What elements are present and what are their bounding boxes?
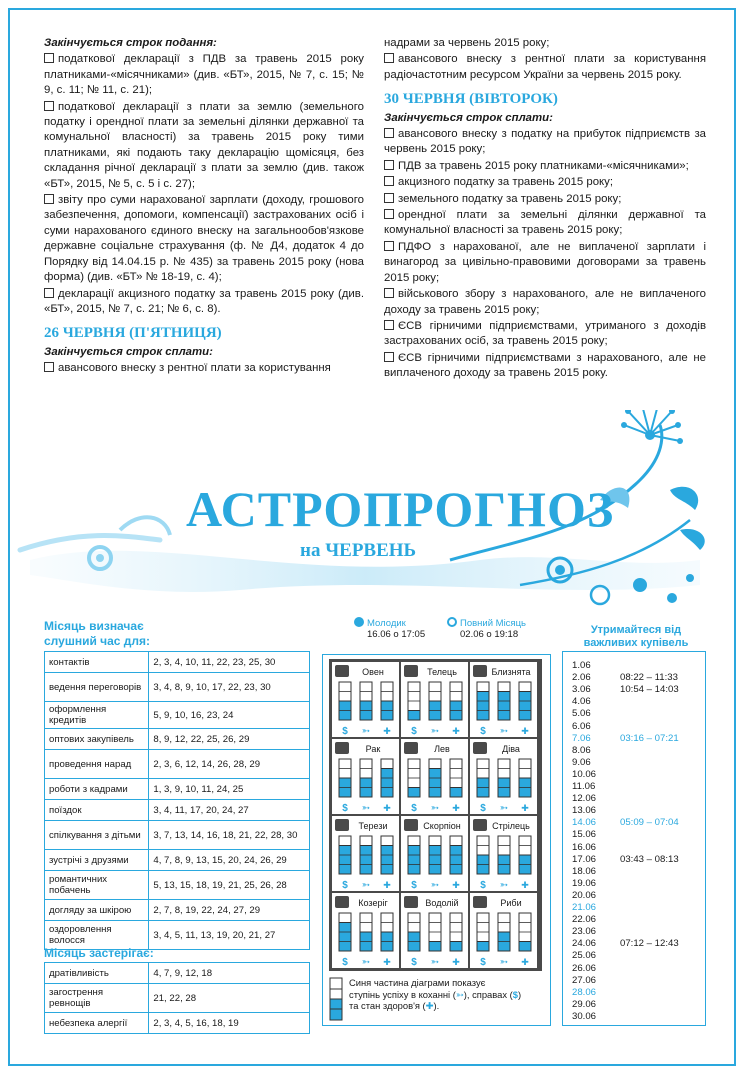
table-row [45, 1013, 310, 1034]
purchase-row [572, 1011, 620, 1023]
bar-business [429, 769, 441, 798]
full-moon-icon [447, 617, 457, 627]
purchase-date: 3.06 [572, 684, 591, 696]
zodiac-sign-cell [470, 816, 537, 891]
purchase-row [572, 914, 620, 926]
money-icon: $ [342, 880, 348, 891]
table-row [45, 779, 310, 800]
purchase-row [572, 963, 620, 975]
purchase-time: 03:43 – 08:13 [620, 853, 679, 865]
zodiac-name: Близнята [491, 667, 531, 677]
zodiac-sign-cell [470, 662, 537, 737]
favorable-title: Місяць визначає слушний час для: [44, 619, 151, 648]
table-row [45, 702, 310, 729]
purchase-date: 21.06 [572, 902, 597, 913]
row-label: ведення переговорів [45, 673, 149, 702]
left-column [44, 36, 364, 378]
bar-love [339, 923, 351, 952]
love-icon: ➳ [499, 726, 509, 737]
zodiac-sign-cell [470, 739, 537, 814]
purchase-date: 4.06 [572, 696, 591, 708]
zodiac-symbol-icon [335, 665, 349, 677]
zodiac-symbol-icon [473, 819, 487, 831]
zodiac-sign-cell [401, 662, 468, 737]
purchase-row [572, 733, 679, 745]
astro-subtitle: на ЧЕРВЕНЬ [300, 540, 417, 561]
love-icon: ➳ [430, 880, 440, 891]
zodiac-symbol-icon [404, 742, 418, 754]
bar-love [477, 692, 489, 721]
bar-love [408, 846, 420, 875]
money-icon: $ [480, 726, 486, 737]
health-icon: ✚ [383, 803, 391, 813]
purchase-date: 26.06 [572, 962, 597, 974]
deadline-lead: Закінчується строк сплати: [384, 111, 553, 124]
love-icon: ➳ [499, 880, 509, 891]
love-icon: ➳ [361, 726, 371, 737]
bar-health [519, 692, 531, 721]
health-icon: ✚ [452, 957, 460, 967]
health-icon: ✚ [452, 726, 460, 736]
zodiac-name: Терези [358, 821, 388, 831]
list-item: ЄСВ гірничими підприємствами, утриманого з доходів застрахованих осіб, за травень 2015 року; [384, 319, 706, 348]
zodiac-name: Діва [502, 744, 520, 754]
row-label: поїздок [45, 800, 149, 821]
zodiac-symbol-icon [404, 896, 418, 908]
zodiac-symbol-icon [335, 896, 349, 908]
love-icon: ➳ [430, 957, 440, 968]
row-days: 2, 3, 4, 10, 11, 22, 23, 25, 30 [149, 652, 310, 673]
date-heading: 26 ЧЕРВНЯ (П'ЯТНИЦЯ) [44, 325, 222, 342]
purchase-date: 30.06 [572, 1010, 597, 1022]
zodiac-symbol-icon [404, 819, 418, 831]
zodiac-sign-cell [332, 739, 399, 814]
purchase-time: 05:09 – 07:04 [620, 817, 679, 829]
new-moon-info: Молодик 16.06 о 17:05 [354, 617, 425, 640]
purchase-date: 25.06 [572, 950, 597, 962]
purchase-date: 16.06 [572, 841, 597, 853]
zodiac-name: Овен [362, 667, 384, 677]
love-icon: ➳ [455, 988, 464, 1000]
purchase-row [572, 987, 620, 999]
purchase-date: 9.06 [572, 756, 591, 768]
checkbox[interactable] [44, 194, 54, 204]
row-label: оформлення кредитів [45, 702, 149, 729]
purchase-date: 23.06 [572, 926, 597, 938]
zodiac-svg [331, 661, 540, 969]
bar-health [381, 846, 393, 875]
purchase-row [572, 721, 620, 733]
bar-business [360, 846, 372, 875]
zodiac-sign-cell [332, 893, 399, 968]
purchase-date: 18.06 [572, 865, 597, 877]
list-item: ПДВ за травень 2015 року платниками-«місячниками»; [384, 159, 706, 174]
purchase-time: 07:12 – 12:43 [620, 938, 679, 950]
legend-bar-icon [329, 977, 343, 1021]
table-row [45, 750, 310, 779]
row-days: 4, 7, 8, 9, 13, 15, 20, 24, 26, 29 [149, 850, 310, 871]
table-row [45, 800, 310, 821]
table-row [45, 963, 310, 984]
health-icon: ✚ [521, 880, 529, 890]
row-label: проведення нарад [45, 750, 149, 779]
purchase-row [572, 769, 620, 781]
health-icon: ✚ [452, 880, 460, 890]
list-item: ЄСВ гірничими підприємствами з нарахованого, але не виплаченого доходу за травень 2015 року. [384, 351, 706, 380]
purchase-row [572, 975, 620, 987]
row-label: загострення ревнощів [45, 984, 149, 1013]
purchases-title: Утримайтеся від важливих купівель [583, 624, 689, 649]
purchase-row [572, 878, 620, 890]
purchase-row [572, 684, 679, 696]
money-icon: $ [342, 957, 348, 968]
date-heading: 30 ЧЕРВНЯ (ВІВТОРОК) [384, 91, 558, 108]
purchase-row [572, 708, 620, 720]
purchase-date: 17.06 [572, 853, 597, 865]
bar-love [339, 846, 351, 875]
list-item: податкової декларації з ПДВ за травень 2015 року платниками-«місячниками» (див. «БТ», 2015, № 7, с. 15; № 9, с. 11; № 11, с. 21); [44, 53, 364, 97]
row-days: 3, 4, 11, 17, 20, 24, 27 [149, 800, 310, 821]
row-days: 3, 7, 13, 14, 16, 18, 21, 22, 28, 30 [149, 821, 310, 850]
list-item: ПДФО з нарахованої, але не виплаченої зарплати і винагород за цивільно-правовими договорами за травень 2015 року; [384, 240, 706, 284]
warning-table [44, 962, 310, 1034]
checkbox[interactable] [384, 320, 394, 330]
bar-business [498, 692, 510, 721]
zodiac-symbol-icon [404, 665, 418, 677]
purchase-time: 03:16 – 07:21 [620, 732, 679, 744]
checkbox[interactable] [44, 288, 54, 298]
checkbox[interactable] [384, 128, 394, 138]
table-row [45, 984, 310, 1013]
purchase-date: 19.06 [572, 877, 597, 889]
purchase-row [572, 938, 679, 950]
health-icon: ✚ [425, 1000, 434, 1011]
purchase-date: 22.06 [572, 914, 597, 926]
money-icon: $ [411, 803, 417, 814]
purchase-row [572, 854, 679, 866]
list-item: авансового внеску з рентної плати за користування [44, 361, 364, 376]
list-item: військового збору з нарахованого, але не виплаченого доходу за травень 2015 року; [384, 288, 706, 316]
money-icon: $ [411, 726, 417, 737]
purchase-date: 29.06 [572, 998, 597, 1010]
row-days: 3, 4, 8, 9, 10, 17, 22, 23, 30 [149, 673, 310, 702]
row-label: догляду за шкірою [45, 900, 149, 921]
love-icon: ➳ [361, 957, 371, 968]
zodiac-sign-cell [332, 816, 399, 891]
health-icon: ✚ [383, 726, 391, 736]
table-row [45, 900, 310, 921]
zodiac-symbol-icon [335, 742, 349, 754]
health-icon: ✚ [521, 726, 529, 736]
row-label: зустрічі з друзями [45, 850, 149, 871]
zodiac-symbol-icon [473, 896, 487, 908]
checkbox[interactable] [384, 160, 394, 170]
zodiac-sign-cell [332, 662, 399, 737]
checkbox[interactable] [384, 193, 394, 203]
astro-title: АСТРОПРОГНОЗ [186, 481, 615, 537]
zodiac-chart [322, 654, 551, 1026]
row-days: 8, 9, 12, 22, 25, 26, 29 [149, 729, 310, 750]
purchase-row [572, 660, 620, 672]
table-row [45, 652, 310, 673]
love-icon: ➳ [361, 803, 371, 814]
row-days: 21, 22, 28 [149, 984, 310, 1013]
love-icon: ➳ [499, 803, 509, 814]
table-row [45, 850, 310, 871]
row-label: романтичних побачень [45, 871, 149, 900]
table-row [45, 673, 310, 702]
bar-business [429, 942, 441, 952]
list-item: земельного податку за травень 2015 року; [384, 192, 706, 207]
purchase-time: 08:22 – 11:33 [620, 672, 678, 684]
purchase-date: 27.06 [572, 974, 597, 986]
zodiac-legend: Синя частина діаграми показує ступінь успіху в коханні (➳), справах ($) та стан здоров'я (✚). [329, 977, 545, 1012]
purchase-row [572, 757, 620, 769]
checkbox[interactable] [384, 352, 394, 362]
checkbox[interactable] [384, 288, 394, 298]
health-icon: ✚ [383, 880, 391, 890]
purchase-date: 11.06 [572, 781, 596, 792]
purchase-row [572, 745, 620, 757]
bar-health [381, 769, 393, 798]
list-item: звіту про суми нарахованої зарплати (доходу, грошового забезпечення, допомоги, компенсації) застрахованих осіб і суми нарахованого єдиного внеску на загальнообов'язкове державне соціальне страхування (ф. № Д4, додаток 4 до Порядку від 14.04.15 р. № 435) за травень 2015 року (нова форма) (див. «БТ» № 18-19, с. 4); [44, 194, 364, 284]
row-label: контактів [45, 652, 149, 673]
deadline-lead: Закінчується строк сплати: [44, 345, 213, 358]
health-icon: ✚ [521, 957, 529, 967]
money-icon: $ [411, 957, 417, 968]
purchases-list [562, 651, 706, 1026]
checkbox[interactable] [44, 53, 54, 63]
purchase-row [572, 829, 620, 841]
purchase-date: 12.06 [572, 793, 597, 805]
purchase-date: 28.06 [572, 986, 597, 998]
list-item: податкової декларації з плати за землю (земельного податку і орендної плати за земельні ділянки державної та комунальної власності) за травень 2015 року тими платниками, які подають таку декларацію щомісяця, без складання річної декларації з плати за землю (див. також «БТ», 2015, № 5, с. 5 і с. 27); [44, 100, 364, 190]
zodiac-sign-cell [401, 893, 468, 968]
health-icon: ✚ [452, 803, 460, 813]
deadline-lead: Закінчується строк подання: [44, 37, 217, 49]
purchase-date: 13.06 [572, 805, 597, 817]
purchase-date: 24.06 [572, 938, 597, 950]
bar-health [450, 788, 462, 798]
row-days: 5, 9, 10, 16, 23, 24 [149, 702, 310, 729]
row-label: небезпека алергії [45, 1013, 149, 1034]
purchase-row [572, 842, 620, 854]
purchase-row [572, 781, 620, 793]
new-moon-icon [354, 617, 364, 627]
purchase-date: 15.06 [572, 829, 597, 841]
purchase-date: 20.06 [572, 889, 597, 901]
zodiac-sign-cell [401, 816, 468, 891]
right-column [384, 36, 706, 383]
zodiac-name: Стрілець [492, 821, 530, 831]
purchase-row [572, 890, 620, 902]
row-label: оптових закупівель [45, 729, 149, 750]
zodiac-name: Скорпіон [423, 821, 461, 831]
row-days: 2, 3, 6, 12, 14, 26, 28, 29 [149, 750, 310, 779]
zodiac-name: Рак [365, 744, 381, 754]
zodiac-sign-cell [470, 893, 537, 968]
warning-title: Місяць застерігає: [44, 946, 154, 960]
bar-love [408, 788, 420, 798]
purchase-date: 2.06 [572, 672, 591, 684]
list-item: орендної плати за земельні ділянки державної та комунальної власності за травень 2015 року; [384, 209, 706, 237]
purchase-date: 6.06 [572, 720, 591, 732]
love-icon: ➳ [430, 726, 440, 737]
checkbox[interactable] [44, 362, 54, 372]
money-icon: $ [480, 957, 486, 968]
health-icon: ✚ [521, 803, 529, 813]
full-moon-info: Повний Місяць 02.06 о 19:18 [447, 617, 526, 640]
purchase-row [572, 696, 620, 708]
bar-love [408, 711, 420, 721]
purchase-time: 10:54 – 14:03 [620, 684, 679, 696]
purchase-row [572, 926, 620, 938]
love-icon: ➳ [430, 803, 440, 814]
purchase-date: 7.06 [572, 732, 591, 744]
zodiac-grid [329, 659, 542, 971]
money-icon: $ [342, 803, 348, 814]
table-row [45, 729, 310, 750]
purchase-date: 5.06 [572, 708, 591, 720]
money-icon: $ [512, 988, 518, 1000]
row-label: дратівливість [45, 963, 149, 984]
love-icon: ➳ [499, 957, 509, 968]
zodiac-name: Телець [427, 667, 457, 677]
love-icon: ➳ [361, 880, 371, 891]
zodiac-symbol-icon [473, 742, 487, 754]
row-days: 2, 7, 8, 19, 22, 24, 27, 29 [149, 900, 310, 921]
row-days: 4, 7, 9, 12, 18 [149, 963, 310, 984]
continued-text: надрами за червень 2015 року; [384, 37, 550, 49]
purchase-row [572, 817, 679, 829]
row-label: спілкування з дітьми [45, 821, 149, 850]
purchase-row [572, 805, 620, 817]
list-item: акцизного податку за травень 2015 року; [384, 175, 706, 190]
purchase-date: 14.06 [572, 817, 597, 829]
list-item: авансового внеску з рентної плати за користування радіочастотним ресурсом України за червень 2015 року. [384, 53, 706, 81]
zodiac-name: Водолій [425, 898, 459, 908]
purchase-row [572, 672, 678, 684]
zodiac-name: Козеріг [358, 898, 388, 908]
checkbox[interactable] [384, 53, 394, 63]
bar-health [450, 846, 462, 875]
purchase-date: 1.06 [572, 660, 591, 671]
bar-health [519, 942, 531, 952]
row-days: 1, 3, 9, 10, 11, 24, 25 [149, 779, 310, 800]
purchase-row [572, 999, 620, 1011]
money-icon: $ [411, 880, 417, 891]
bar-love [477, 942, 489, 952]
checkbox[interactable] [384, 176, 394, 186]
purchase-date: 10.06 [572, 768, 597, 780]
zodiac-name: Риби [500, 898, 522, 908]
money-icon: $ [342, 726, 348, 737]
list-item: авансового внеску з податку на прибуток підприємств за червень 2015 року; [384, 128, 706, 156]
money-icon: $ [480, 880, 486, 891]
row-days: 5, 13, 15, 18, 19, 21, 25, 26, 28 [149, 871, 310, 900]
purchase-row [572, 950, 620, 962]
favorable-table [44, 651, 310, 950]
zodiac-name: Лев [434, 744, 450, 754]
purchase-row [572, 866, 620, 878]
zodiac-symbol-icon [473, 665, 487, 677]
purchase-row [572, 793, 620, 805]
zodiac-symbol-icon [335, 819, 349, 831]
purchase-row [572, 902, 620, 914]
row-label: роботи з кадрами [45, 779, 149, 800]
table-row [45, 871, 310, 900]
purchase-date: 8.06 [572, 744, 591, 756]
checkbox[interactable] [44, 101, 54, 111]
bar-health [450, 942, 462, 952]
checkbox[interactable] [384, 241, 394, 251]
bar-business [429, 846, 441, 875]
table-row [45, 821, 310, 850]
row-days: 2, 3, 4, 5, 16, 18, 19 [149, 1013, 310, 1034]
health-icon: ✚ [383, 957, 391, 967]
zodiac-sign-cell [401, 739, 468, 814]
list-item: декларації акцизного податку за травень 2015 року (див. «БТ», 2015, № 7, с. 21; № 6, с. 8). [44, 287, 364, 315]
checkbox[interactable] [384, 209, 394, 219]
row-days: 3, 4, 5, 11, 13, 19, 20, 21, 27 [149, 921, 310, 950]
money-icon: $ [480, 803, 486, 814]
row-label: оздоровлення волосся [45, 921, 149, 950]
